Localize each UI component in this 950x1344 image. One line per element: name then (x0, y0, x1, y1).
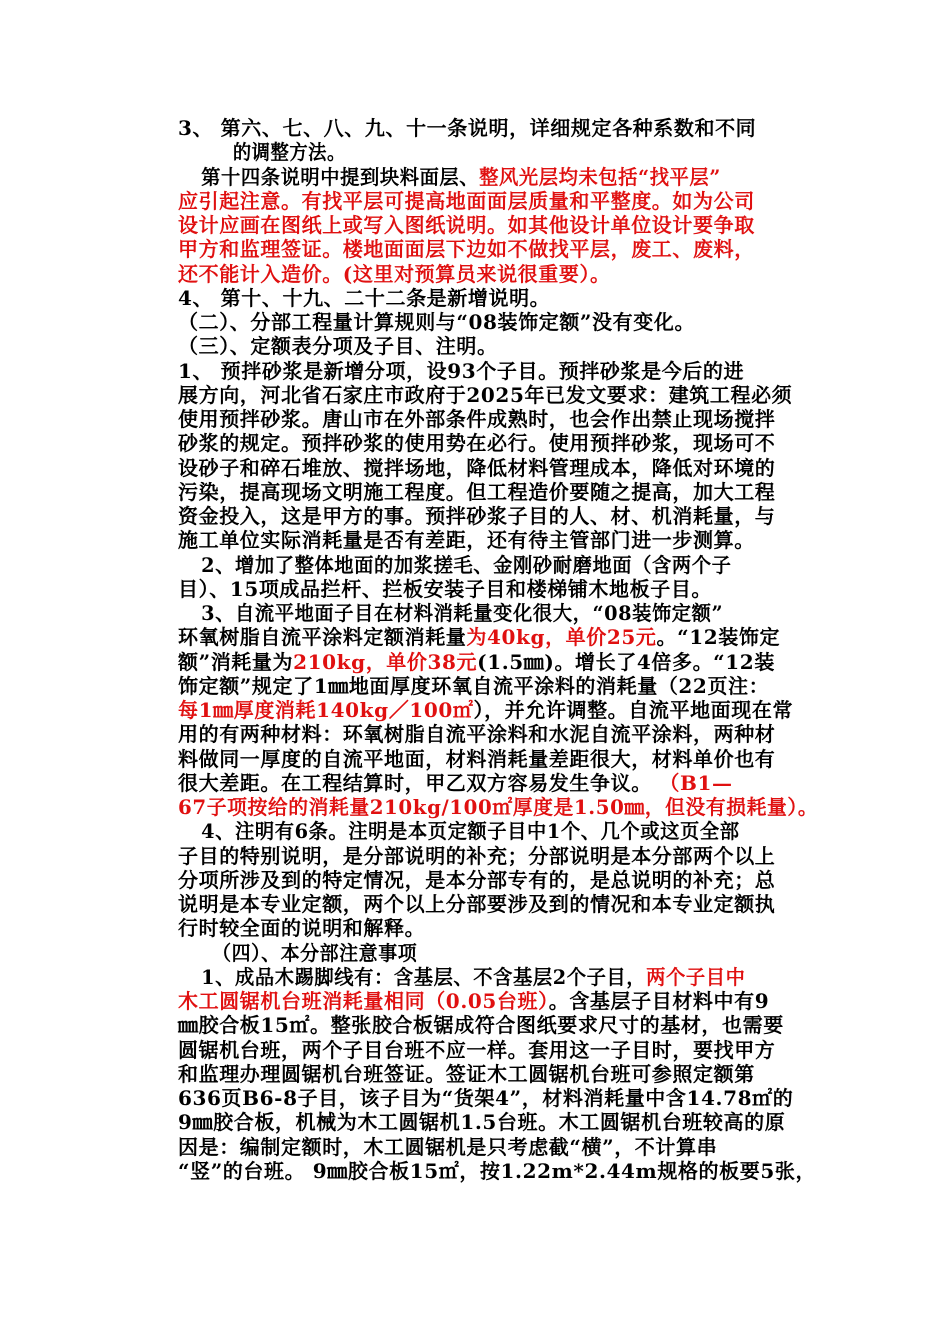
body-text: 砂浆的规定。预拌砂浆的使用势在必行。使用预拌砂浆，现场可不 (178, 431, 776, 456)
body-text: 9㎜胶合板，机械为木工圆锯机1.5台班。木工圆锯机台班较高的原 (178, 1110, 786, 1135)
body-text: 子目的特别说明，是分部说明的补充；分部说明是本分部两个以上 (178, 843, 776, 868)
highlighted-text: 67子项按给的消耗量210kg/100㎡厚度是1.50㎜，但没有损耗量）。 (178, 795, 819, 819)
highlighted-text: 210kg，单价38元 (293, 649, 478, 674)
body-text: 3、 第六、七、八、九、十一条说明，详细规定各种系数和不同 (178, 116, 757, 140)
body-text: 说明是本专业定额，两个以上分部要涉及到的情况和本专业定额执 (178, 892, 776, 916)
highlighted-text: 整风光层均未包括“找平层” (479, 164, 721, 189)
body-text: 使用预拌砂浆。唐山市在外部条件成熟时，也会作出禁止现场搅拌 (178, 407, 776, 431)
body-text: （四）、本分部注意事项 (212, 940, 418, 965)
text-line (178, 1157, 818, 1185)
body-text: 施工单位实际消耗量是否有差距，还有待主管部门进一步测算。 (178, 528, 755, 553)
body-text: 展方向，河北省石家庄市政府于2025年已发文要求：建筑工程必须 (178, 382, 793, 407)
highlighted-text: 甲方和监理签证。楼地面面层下边如不做找平层，废工、废料， (178, 237, 755, 262)
body-text: “竖”的台班。 9㎜胶合板15㎡，按1.22m*2.44m规格的板要5张， (178, 1158, 817, 1183)
highlighted-text: 还不能计入造价。(这里对预算员来说很重要）。 (178, 261, 611, 286)
body-text: 1、 预拌砂浆是新增分项，设93个子目。预拌砂浆是今后的进 (178, 358, 745, 383)
body-text: 资金投入，这是甲方的事。预拌砂浆子目的人、材、机消耗量，与 (178, 504, 776, 528)
body-text: 行时较全面的说明和解释。 (178, 916, 426, 941)
body-text: 的调整方法。 (232, 140, 346, 165)
highlighted-text: 两个子目中 (646, 964, 746, 989)
body-text: （三）、定额表分项及子目、注明。 (178, 334, 498, 359)
body-text: 饰定额”规定了1㎜地面厚度环氧自流平涂料的消耗量（22页注： (178, 673, 770, 698)
body-text: 3、自流平地面子目在材料消耗量变化很大，“08装饰定额” (201, 601, 724, 625)
body-text: 636页B6-8子目，该子目为“货架4”，材料消耗量中含14.78㎡的 (178, 1086, 794, 1110)
body-text: 污染，提高现场文明施工程度。但工程造价要随之提高，加大工程 (178, 479, 776, 504)
body-text: 用的有两种材料：环氧树脂自流平涂料和水泥自流平涂料，两种材 (178, 722, 776, 747)
highlighted-text: （B1— (651, 770, 733, 795)
highlighted-text: 为40kg，单价25元 (466, 625, 657, 650)
body-text: 圆锯机台班，两个子目台班不应一样。套用这一子目时，要找甲方 (178, 1037, 776, 1062)
highlighted-text: 木工圆锯机台班消耗量相同（0.05台班） (178, 989, 549, 1013)
body-text: (1.5㎜)。增长了4倍多。“12装 (477, 649, 775, 674)
body-text: 设砂子和碎石堆放、搅拌场地，降低材料管理成本，降低对环境的 (178, 455, 776, 480)
body-text: 第十四条说明中提到块料面层、 (201, 164, 480, 189)
body-text: 额”消耗量为 (178, 649, 294, 674)
body-text: ），并允许调整。自流平地面现在常 (473, 698, 794, 722)
body-text: 1、成品木踢脚线有：含基层、不含基层2个子目， (201, 964, 647, 989)
body-text: 2、增加了整体地面的加浆搓毛、金刚砂耐磨地面（含两个子 (201, 552, 732, 577)
body-text: 目）、15项成品拦杆、拦板安装子目和楼梯铺木地板子目。 (178, 576, 713, 601)
body-text: 。含基层子目材料中有9 (548, 989, 770, 1013)
body-text: 很大差距。在工程结算时，甲乙双方容易发生争议。 (178, 770, 652, 795)
highlighted-text: 每1㎜厚度消耗140kg／100㎡ (178, 698, 474, 722)
body-text: 4、注明有6条。注明是本页定额子目中1个、几个或这页全部 (201, 819, 740, 844)
highlighted-text: 应引起注意。有找平层可提高地面面层质量和平整度。如为公司 (178, 188, 755, 213)
body-text: （二）、分部工程量计算规则与“08装饰定额”没有变化。 (178, 310, 696, 334)
body-text: 因是：编制定额时，木工圆锯机是只考虑截“横”，不计算串 (178, 1134, 718, 1159)
body-text: 和监理办理圆锯机台班签证。签证木工圆锯机台班可参照定额第 (178, 1061, 755, 1086)
body-text: 4、 第十、十九、二十二条是新增说明。 (178, 285, 551, 310)
body-text: 分项所涉及到的特定情况，是本分部专有的，是总说明的补充；总 (178, 867, 776, 892)
body-text: 。“12装饰定 (656, 625, 781, 650)
body-text: 环氧树脂自流平涂料定额消耗量 (178, 625, 467, 650)
body-text: ㎜胶合板15㎡。整张胶合板锯成符合图纸要求尺寸的基材，也需要 (178, 1013, 784, 1038)
highlighted-text: 设计应画在图纸上或写入图纸说明。如其他设计单位设计要争取 (178, 213, 755, 237)
body-text: 料做同一厚度的自流平地面，材料消耗量差距很大，材料单价也有 (178, 746, 776, 771)
